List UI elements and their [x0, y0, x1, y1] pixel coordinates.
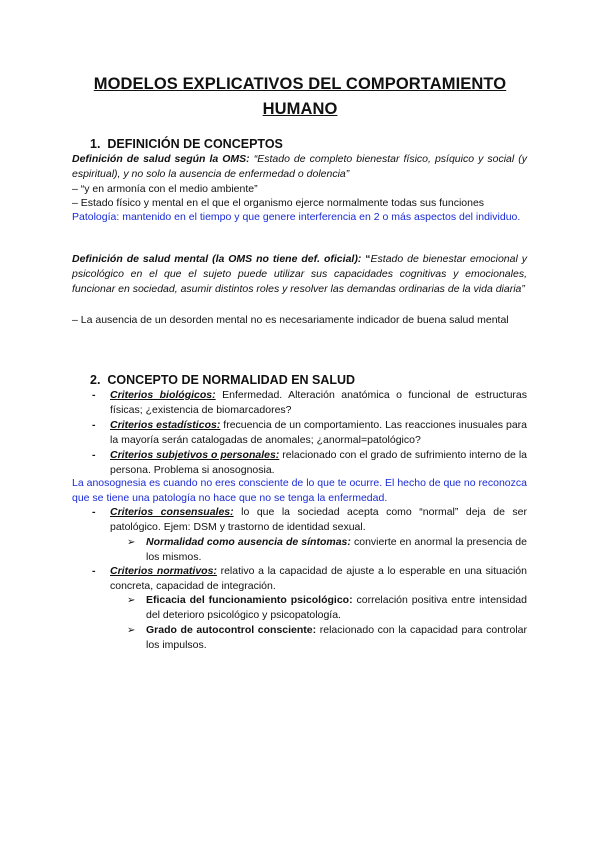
criterio-text: relacionado con el grado de sufrimiento interno de la persona. Problema si anosognosia. [110, 449, 527, 476]
list-item-criterios-normativos [92, 564, 527, 594]
criterio-text: lo que la sociedad acepta como “normal” deja de ser patológico. Ejem: DSM y trastorno de identidad sexual. [110, 506, 527, 533]
criterio-label: Criterios biológicos: [110, 389, 216, 401]
list-item-criterios-consensuales [92, 505, 527, 535]
sub-item-label: Grado de autocontrol consciente: [146, 624, 317, 636]
sub-item-label: Normalidad como ausencia de síntomas: [146, 536, 351, 548]
salud-mental-label: Definición de salud mental (la OMS no tiene def. oficial): [72, 253, 362, 265]
criterio-text: frecuencia de un comportamiento. Las reacciones inusuales para la mayoría serán catalogadas de anomales; ¿anormal=patológico? [110, 419, 527, 446]
section-2-title: CONCEPTO DE NORMALIDAD EN SALUD [107, 373, 356, 387]
estado-fisico-line: – Estado físico y mental en el que el organismo ejerce normalmente todas sus funciones [72, 197, 485, 209]
bullet-dash: - [92, 565, 96, 577]
criterio-label: Criterios estadísticos: [110, 419, 221, 431]
section-1-heading [90, 137, 283, 152]
salud-mental-text: Estado de bienestar emocional y psicológico en el que el sujeto puede utilizar sus capacidades cognitivas y emocionales, funcionar en sociedad, asumir distintos roles y resolver las demandas ordinarias de la vida diaria” [72, 253, 527, 295]
arrow-bullet-icon: ➢ [127, 595, 136, 606]
section-2-number: 2. [90, 373, 101, 387]
criterio-label: Criterios subjetivos o personales: [110, 449, 280, 461]
ausencia-desorden-line: – La ausencia de un desorden mental no es necesariamente indicador de buena salud mental [72, 314, 509, 326]
criterio-text: Enfermedad. Alteración anatómica o funcional de estructuras físicas; ¿existencia de biomarcadores? [110, 389, 527, 416]
criterio-text: relativo a la capacidad de ajuste a lo esperable en una situación concreta, capacidad de integración. [110, 565, 527, 592]
arrow-bullet-icon: ➢ [127, 537, 136, 548]
salud-definition-label: Definición de salud según la OMS: [72, 153, 250, 165]
sub-item-autocontrol [127, 623, 527, 653]
bullet-dash: - [92, 449, 96, 461]
list-item-criterios-estadisticos [92, 418, 527, 448]
sub-item-eficacia [127, 593, 527, 623]
sub-item-text: relacionado con la capacidad para controlar los impulsos. [146, 624, 527, 651]
sub-item-label: Eficacia del funcionamiento psicológico: [146, 594, 353, 606]
criterio-label: Criterios normativos: [110, 565, 217, 577]
section-1-title: DEFINICIÓN DE CONCEPTOS [107, 137, 283, 151]
sub-item-text: convierte en anormal la presencia de los mismos. [146, 536, 527, 563]
sub-item-ausencia-sintomas [127, 535, 527, 565]
salud-mental-quote: “ [361, 253, 371, 265]
document-title [60, 72, 540, 122]
salud-definition [72, 152, 527, 182]
title-line-1: MODELOS EXPLICATIVOS DEL COMPORTAMIENTO [93, 75, 507, 93]
bullet-dash: - [92, 389, 96, 401]
bullet-dash: - [92, 419, 96, 431]
criterio-label: Criterios consensuales: [110, 506, 234, 518]
patologia-note: Patología: mantenido en el tiempo y que genere interferencia en 2 o más aspectos del individuo. [72, 211, 521, 223]
armonia-line: – “y en armonía con el medio ambiente” [72, 183, 258, 195]
title-line-2: HUMANO [262, 100, 338, 118]
section-2-heading [90, 373, 355, 388]
list-item-criterios-biologicos [92, 388, 527, 418]
arrow-bullet-icon: ➢ [127, 625, 136, 636]
sub-item-text: correlación positiva entre intensidad del deterioro psicológico y psicopatología. [146, 594, 527, 621]
section-1-number: 1. [90, 137, 101, 151]
anosognosia-note: La anosognesia es cuando no eres consciente de lo que te ocurre. El hecho de que no reconozca que se tiene una patología no hace que no se tenga la enfermedad. [72, 477, 527, 504]
list-item-criterios-subjetivos [92, 448, 527, 478]
bullet-dash: - [92, 506, 96, 518]
salud-definition-text: “Estado de completo bienestar físico, psíquico y social (y espiritual), y no solo la ausencia de enfermedad o dolencia” [72, 153, 528, 180]
salud-mental-definition [72, 252, 527, 297]
